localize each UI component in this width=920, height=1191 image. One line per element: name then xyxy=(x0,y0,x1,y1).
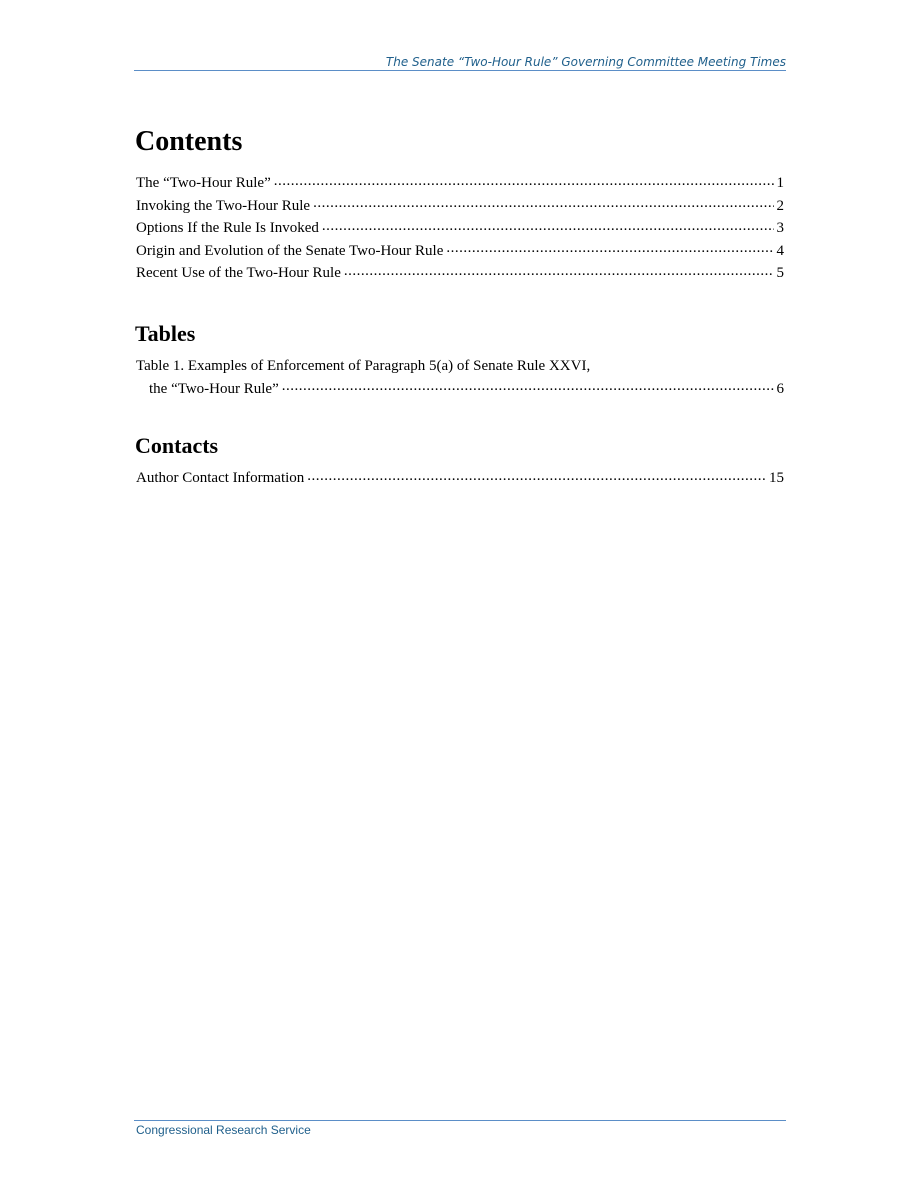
toc-leader xyxy=(313,195,773,210)
toc-entry-title: The “Two-Hour Rule” xyxy=(136,175,271,191)
toc-entry-page: 3 xyxy=(776,220,784,236)
toc-entry-title: Table 1. Examples of Enforcement of Paragraph 5(a) of Senate Rule XXVI, xyxy=(136,358,591,374)
contents-list xyxy=(136,172,784,285)
toc-entry-page: 1 xyxy=(776,175,784,191)
toc-entry[interactable] xyxy=(136,355,784,400)
toc-entry[interactable] xyxy=(136,217,784,240)
toc-leader xyxy=(307,467,766,482)
toc-leader xyxy=(282,378,774,393)
toc-entry-title-continued: the “Two-Hour Rule” xyxy=(149,380,279,397)
footer-rule xyxy=(134,1120,786,1121)
toc-entry-title: Origin and Evolution of the Senate Two-Hour Rule xyxy=(136,242,444,259)
header-rule xyxy=(134,70,786,71)
toc-entry-title: Author Contact Information xyxy=(136,470,305,486)
toc-leader xyxy=(322,217,774,232)
contacts-heading: Contacts xyxy=(135,433,219,458)
footer-organization: Congressional Research Service xyxy=(136,1123,311,1137)
toc-entry[interactable] xyxy=(136,240,784,263)
toc-leader xyxy=(274,172,774,187)
toc-entry[interactable] xyxy=(136,195,784,218)
running-header: The Senate “Two-Hour Rule” Governing Committee Meeting Times xyxy=(385,55,786,69)
toc-entry-title: Options If the Rule Is Invoked xyxy=(136,220,319,236)
tables-heading: Tables xyxy=(135,321,196,346)
toc-entry-page: 6 xyxy=(776,380,784,397)
toc-entry[interactable] xyxy=(136,262,784,285)
toc-entry-page: 4 xyxy=(776,242,784,259)
toc-leader xyxy=(446,240,773,255)
tables-list xyxy=(136,355,784,400)
contents-heading: Contents xyxy=(135,126,243,157)
toc-entry-title: Invoking the Two-Hour Rule xyxy=(136,197,311,214)
toc-leader xyxy=(344,262,774,277)
toc-entry-page: 2 xyxy=(776,197,784,214)
toc-entry-title: Recent Use of the Two-Hour Rule xyxy=(136,265,341,281)
toc-entry-page: 15 xyxy=(769,470,784,486)
toc-entry-page: 5 xyxy=(776,265,784,281)
toc-entry[interactable] xyxy=(136,172,784,195)
contacts-list xyxy=(136,467,784,490)
toc-entry[interactable] xyxy=(136,467,784,490)
